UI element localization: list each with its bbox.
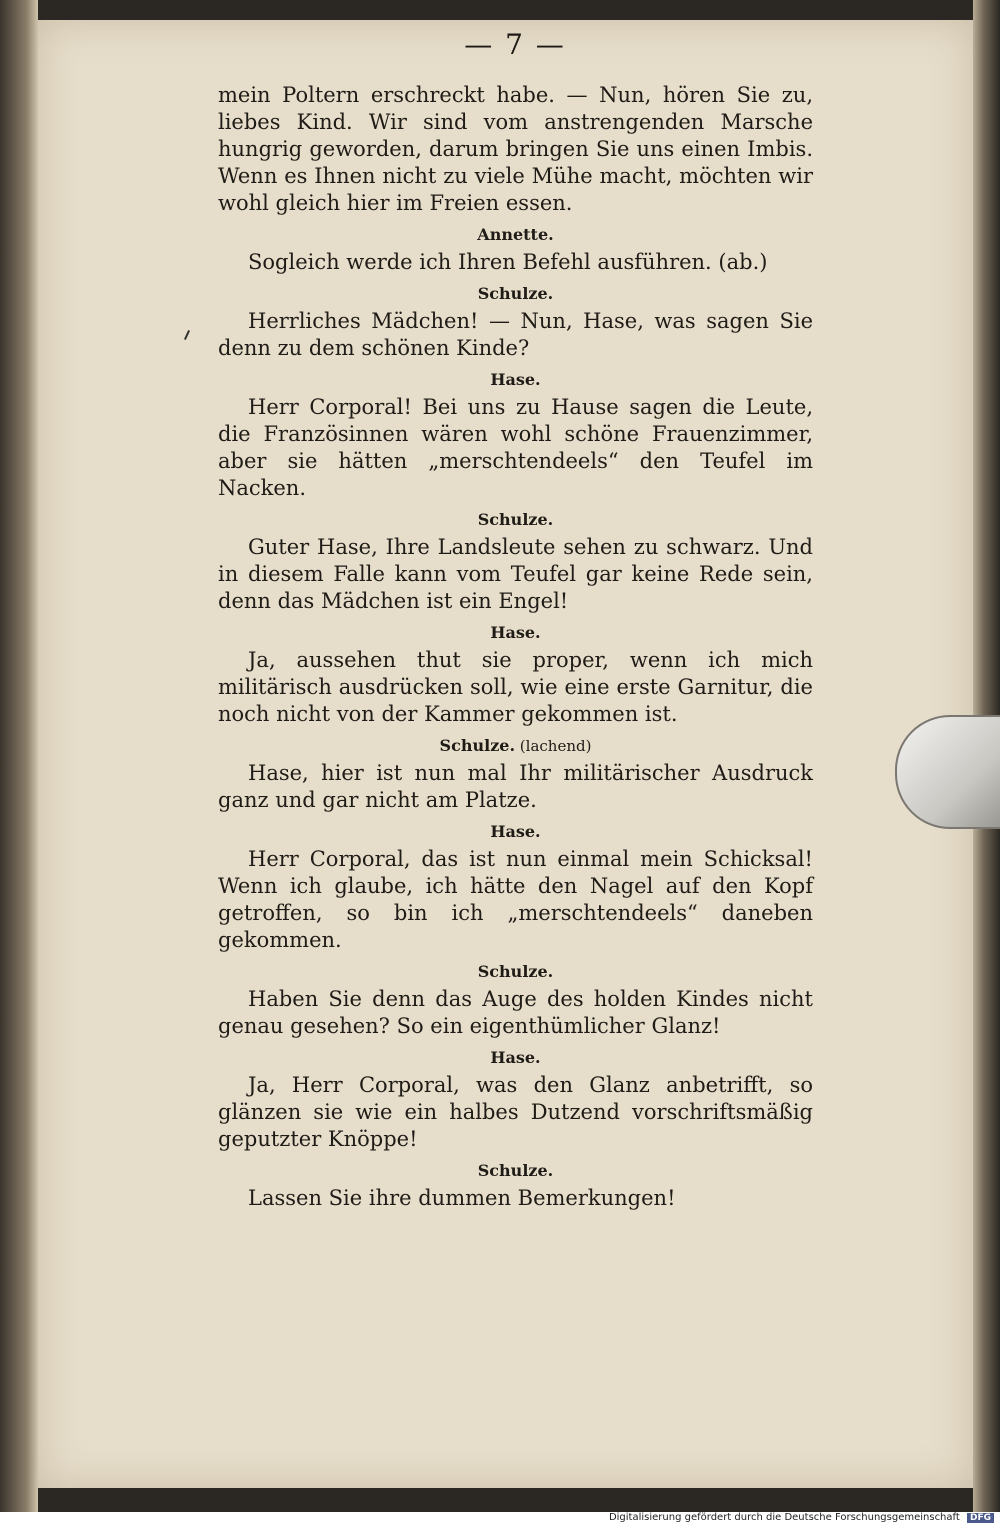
dialogue-paragraph: [218, 986, 813, 1040]
dialogue-paragraph: [218, 760, 813, 814]
speaker-label: Schulze.: [477, 1161, 554, 1180]
paragraph-text: mein Poltern erschreckt habe. — Nun, hören Sie zu, liebes Kind. Wir sind vom anstrengenden Marsche hungrig geworden, darum bringen Sie uns einen Imbis. Wenn es Ihnen nicht zu viele Mühe macht, möchten wir wohl gleich hier im Freien essen.: [218, 83, 813, 215]
dfg-logo-icon: DFG: [967, 1513, 994, 1523]
speaker-label: Hase.: [490, 1048, 541, 1067]
left-page-edge: [0, 0, 38, 1512]
speaker-label: Hase.: [490, 623, 541, 642]
speaker-name: [218, 368, 813, 392]
speaker-label: Schulze.: [477, 962, 554, 981]
speaker-label: Schulze.: [477, 284, 554, 303]
paragraph-text: Herr Corporal! Bei uns zu Hause sagen die Leute, die Französinnen wären wohl schöne Frauenzimmer, aber sie hätten „merschtendeels“ den Teufel im Nacken.: [218, 395, 813, 500]
paragraph-text: Ja, aussehen thut sie proper, wenn ich mich militärisch ausdrücken soll, wie eine erste Garnitur, die noch nicht von der Kammer gekommen ist.: [218, 648, 813, 726]
paragraph-text: Haben Sie denn das Auge des holden Kindes nicht genau gesehen? So ein eigenthümlicher Glanz!: [218, 987, 813, 1038]
speaker-label: Annette.: [477, 225, 554, 244]
footer-credit: [0, 1512, 1000, 1526]
speaker-label: Schulze.: [439, 736, 516, 755]
speaker-label: Schulze.: [477, 510, 554, 529]
paragraph-text: Herrliches Mädchen! — Nun, Hase, was sagen Sie denn zu dem schönen Kinde?: [218, 309, 813, 360]
dialogue-paragraph: [218, 82, 813, 217]
speaker-label: Hase.: [490, 822, 541, 841]
speaker-label: Hase.: [490, 370, 541, 389]
paragraph-text: Herr Corporal, das ist nun einmal mein Schicksal! Wenn ich glaube, ich hätte den Nagel auf den Kopf getroffen, so bin ich „merschtendeels“ daneben gekommen.: [218, 847, 813, 952]
paragraph-text: Hase, hier ist nun mal Ihr militärischer Ausdruck ganz und gar nicht am Platze.: [218, 761, 813, 812]
speaker-name: [218, 1159, 813, 1183]
speaker-name: [218, 1046, 813, 1070]
speaker-name: [218, 960, 813, 984]
paragraph-text: Lassen Sie ihre dummen Bemerkungen!: [248, 1186, 676, 1210]
stage-direction: (lachend): [515, 737, 592, 755]
speaker-name: [218, 820, 813, 844]
dialogue-paragraph: [218, 249, 813, 276]
speaker-name: [218, 508, 813, 532]
page-clip: [895, 715, 1000, 829]
speaker-name: [218, 282, 813, 306]
speaker-name: [218, 734, 813, 758]
dialogue-paragraph: [218, 1185, 813, 1212]
dialogue-paragraph: [218, 1072, 813, 1153]
footer-text: Digitalisierung gefördert durch die Deutsche Forschungsgemeinschaft: [608, 1512, 960, 1523]
paragraph-text: Guter Hase, Ihre Landsleute sehen zu schwarz. Und in diesem Falle kann vom Teufel gar keine Rede sein, denn das Mädchen ist ein Engel!: [218, 535, 813, 613]
speaker-name: [218, 621, 813, 645]
dialogue-paragraph: [218, 308, 813, 362]
dialogue-paragraph: [218, 534, 813, 615]
dialogue-paragraph: [218, 647, 813, 728]
speaker-name: [218, 223, 813, 247]
dialogue-text: [218, 82, 813, 1212]
dialogue-paragraph: [218, 846, 813, 954]
page-number: — 7 —: [464, 28, 566, 61]
paragraph-text: Sogleich werde ich Ihren Befehl ausführen. (ab.): [248, 250, 768, 274]
dialogue-paragraph: [218, 394, 813, 502]
paragraph-text: Ja, Herr Corporal, was den Glanz anbetrifft, so glänzen sie wie ein halbes Dutzend vorschriftsmäßig geputzter Knöppe!: [218, 1073, 813, 1151]
